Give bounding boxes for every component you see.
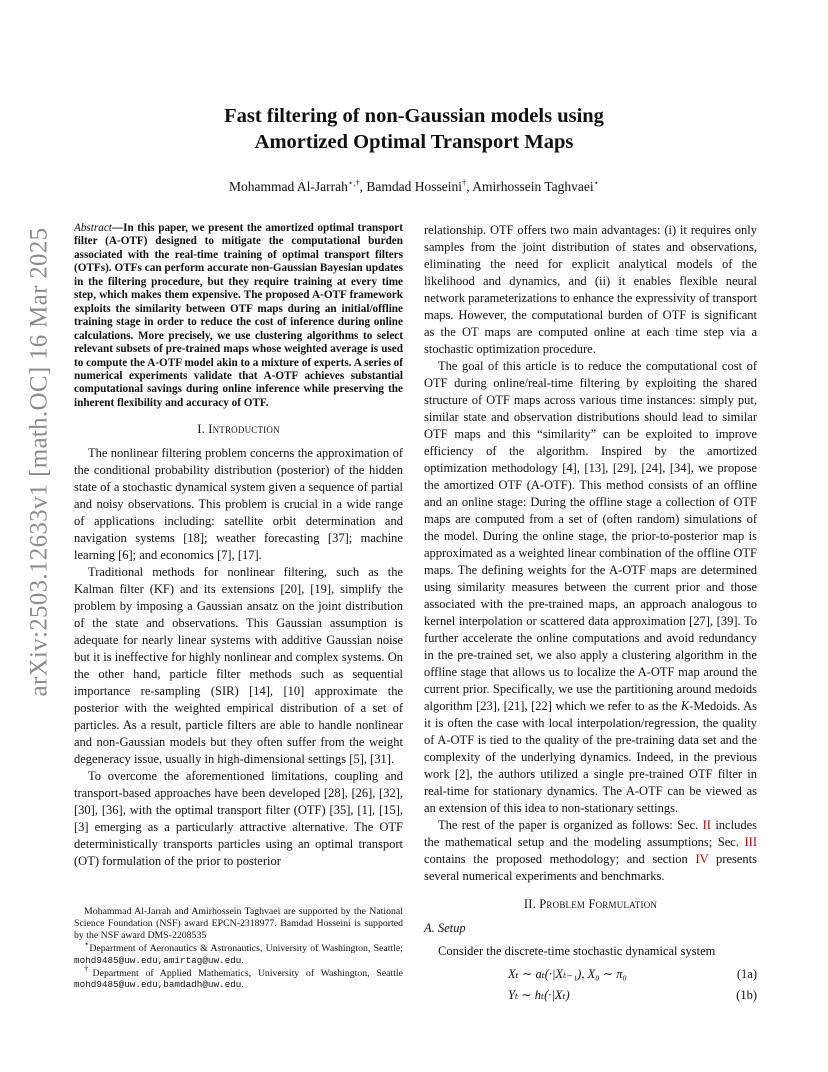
intro-paragraph-1: The nonlinear filtering problem concerns the approximation of the conditional probability distribution (posterior) of the hidden state of a stochastic dynamical system given a sequence of partial and noisy observations. This problem is crucial in a wide range of applications including: satellite orbit determination and navigation systems [18]; weather forecasting [37]; machine learning [6]; and economics [7], [17]. xyxy=(74,446,403,563)
right-paragraph-2 xyxy=(424,358,757,817)
author-3-affil: ⋆ xyxy=(593,177,599,188)
section-number: I. xyxy=(197,422,209,437)
paragraph-text: -Medoids. As it is often the case with local interpolation/regression, the quality of A-OTF is tied to the quality of the pre-training data set and the complexity of the underlying dynamics. Indeed, in the previous work [2], the authors utilized a single pre-trained OTF filter in real-time for stationary dynamics. The A-OTF can be viewed as an extension of this idea to non-stationary settings. xyxy=(424,699,757,815)
section-ref-link[interactable]: III xyxy=(744,835,757,849)
footnote-email[interactable]: mohd9485@uw.edu,amirtag@uw.edu xyxy=(74,954,242,966)
footnote-mark: ⋆ xyxy=(84,938,90,949)
footnote-funding: Mohammad Al-Jarrah and Amirhossein Taghvaei are supported by the National Science Foundation (NSF) award EPCN-2318977. Bamdad Hosseini is supported by the NSF award DMS-2208535 xyxy=(74,906,403,941)
author-2: Bamdad Hosseini xyxy=(366,179,462,194)
section-number: II. xyxy=(523,897,540,911)
equation-math: Xₜ ∼ aₜ(·|Xₜ₋₁), X₀ ∼ π₀ xyxy=(508,967,627,981)
footnote-affiliation-1 xyxy=(74,938,403,967)
section-heading-introduction xyxy=(74,421,403,438)
author-1-affil: ⋆,† xyxy=(347,177,360,188)
title-line-1: Fast filtering of non-Gaussian models using xyxy=(224,105,604,127)
equation-1a xyxy=(424,966,757,987)
footnote-end: . xyxy=(241,954,244,966)
footnote-text: Department of Applied Mathematics, University of Washington, Seattle xyxy=(92,967,403,979)
paragraph-text: The goal of this article is to reduce the computational cost of OTF during online/real-time filtering by exploiting the shared structure of OTF maps across various time instances: simply put, similar state and observation distributions should lead to similar OTF maps and this “similarity” can be exploited to improve efficiency of the algorithm. Inspired by the amortized optimization methodology [4], [13], [29], [24], [34], we propose the amortized OTF (A-OTF). This method consists of an offline and an online stage: During the offline stage a collection of OTF maps are computed from a set of (often random) simulations of the model. During the online stage, the prior-to-posterior map is approximated as a weighted linear combination of the offline OTF maps. The defining weights for the A-OTF maps are determined using similarity measures between the current prior and those associated with the pre-trained maps, an approach analogous to kernel interpolation or scattered data approximation [27], [39]. To further accelerate the online computations and avoid redundancy in the pre-trained set, we also apply a clustering algorithm in the offline stage that allows us to localize the A-OTF map around the current prior. Specifically, we use the partitioning around medoids algorithm [23], [21], [22] which we refer to as the xyxy=(424,359,757,713)
abstract-body: In this paper, we present the amortized optimal transport filter (A-OTF) designed to mitigate the computational burden associated with the real-time training of optimal transport filters (OTFs). OTFs can perform accurate non-Gaussian Bayesian updates in the filtering procedure, but they require training at every time step, which makes them expensive. The proposed A-OTF framework exploits the similarity between OTF maps during an initial/offline training stage in order to reduce the cost of inference during online calculations. More precisely, we use clustering algorithms to select relevant subsets of pre-trained maps whose weighted average is used to compute the A-OTF model akin to a mixture of experts. A series of numerical experiments validate that A-OTF achieves substantial computational savings during online inference while preserving the inherent flexibility and accuracy of OTF. xyxy=(74,222,403,409)
paper-title xyxy=(74,103,754,155)
equation-1b xyxy=(424,987,757,1008)
abstract-dash: — xyxy=(111,222,124,234)
paragraph-text: presents several numerical experiments and benchmarks. xyxy=(424,852,757,883)
author-sep: , xyxy=(466,179,473,194)
footnote-email[interactable]: mohd9485@uw.edu,bamdadh@uw.edu xyxy=(74,979,242,991)
section-title: Introduction xyxy=(208,422,280,437)
paragraph-text: contains the proposed methodology; and section xyxy=(424,852,696,866)
footnotes xyxy=(74,906,403,992)
section-title: Problem Formulation xyxy=(539,897,658,911)
intro-paragraph-3: To overcome the aforementioned limitations, coupling and transport-based approaches have been developed [28], [26], [32], [30], [36], with the optimal transport filter (OTF) [35], [1], [15], [3] emerging as a particularly attractive alternative. The OTF deterministically transports particles using an optimal transport (OT) formulation of the prior to posterior xyxy=(74,769,403,869)
section-heading-problem-formulation xyxy=(424,896,757,913)
equation-number: (1b) xyxy=(736,988,757,1002)
abstract-label: Abstract xyxy=(74,222,112,234)
paragraph-text: includes the mathematical setup and the modeling assumptions; Sec. xyxy=(424,818,757,849)
paragraph-text: The rest of the paper is organized as follows: Sec. xyxy=(438,818,703,832)
equation-number: (1a) xyxy=(736,967,757,981)
equation-math: Yₜ ∼ hₜ(·|Xₜ) xyxy=(508,988,570,1002)
author-list xyxy=(74,178,754,196)
math-k: K xyxy=(680,699,690,713)
left-column xyxy=(74,222,403,870)
subsection-heading: A. Setup xyxy=(424,921,466,935)
section-ref-link[interactable]: IV xyxy=(695,852,709,866)
author-3: Amirhossein Taghvaei xyxy=(472,179,594,194)
author-sep: , xyxy=(359,179,367,194)
footnote-mark: † xyxy=(84,963,93,974)
right-column xyxy=(424,222,757,1008)
intro-paragraph-2: Traditional methods for nonlinear filtering, such as the Kalman filter (KF) and its extensions [20], [19], simplify the problem by imposing a Gaussian ansatz on the joint distribution of the state and observations. This Gaussian assumption is adequate for nearly linear systems with additive Gaussian noise but it is ineffective for highly nonlinear and complex systems. On the other hand, particle filter methods such as sequential importance re-sampling (SIR) [14], [10] approximate the posterior with the weighted empirical distribution of a set of particles. As a result, particle filters are able to handle nonlinear and non-Gaussian models but they often suffer from the weight degeneracy issue, usually in high-dimensional settings [5], [31]. xyxy=(74,565,403,767)
footnote-affiliation-2 xyxy=(74,963,403,992)
footnote-text: Department of Aeronautics & Astronautics, University of Washington, Seattle; xyxy=(89,942,403,954)
arxiv-id-text: arXiv:2503.12633v1 [math.OC] 16 Mar 2025 xyxy=(25,227,53,697)
title-line-2: Amortized Optimal Transport Maps xyxy=(254,131,574,153)
arxiv-identifier-stamp xyxy=(25,227,53,697)
footnote-end: . xyxy=(241,979,244,991)
abstract xyxy=(74,222,403,410)
right-paragraph-3 xyxy=(424,817,757,885)
author-1: Mohammad Al-Jarrah xyxy=(229,179,348,194)
setup-intro: Consider the discrete-time stochastic dynamical system xyxy=(438,944,716,958)
section-ref-link[interactable]: II xyxy=(702,818,711,832)
author-2-affil: † xyxy=(461,177,467,188)
right-paragraph-1: relationship. OTF offers two main advantages: (i) it requires only samples from the joint distribution of states and observations, eliminating the need for explicit analytical models of the likelihood and dynamics, and (ii) it enables flexible neural network parameterizations to enhance the expressivity of transport maps. However, the computational burden of OTF is significant as the OT maps are computed online at each time step via a stochastic optimization procedure. xyxy=(424,223,757,356)
